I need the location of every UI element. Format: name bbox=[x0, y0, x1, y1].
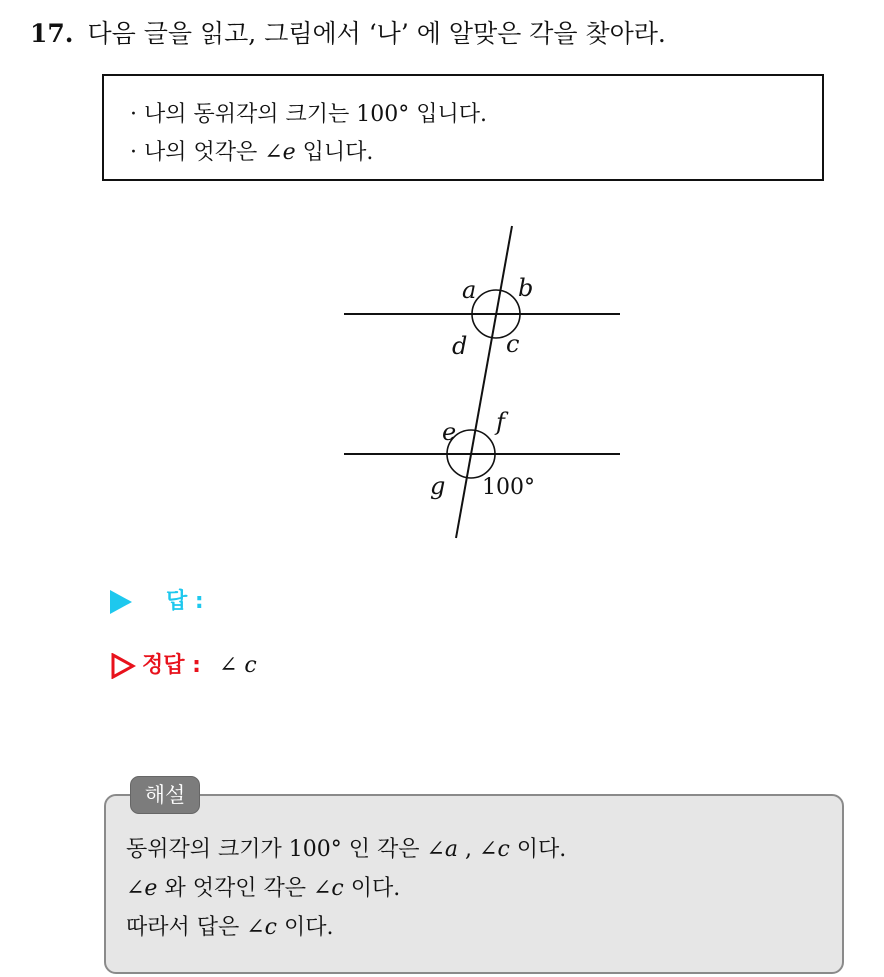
expl-2-mid: 와 엇각인 각은 bbox=[157, 876, 313, 901]
parallel-lines-figure bbox=[330, 220, 630, 550]
angle-e-ref: ∠e bbox=[264, 140, 296, 165]
correct-answer-row bbox=[110, 648, 257, 679]
label-e: e bbox=[442, 418, 457, 446]
expl-3-post: 이다. bbox=[277, 915, 334, 940]
correct-answer-value: ∠ c bbox=[218, 653, 257, 678]
expl-1-pre: 동위각의 크기가 100° 인 각은 bbox=[126, 837, 427, 862]
explanation-line-1 bbox=[126, 830, 842, 869]
angle-100-label: 100° bbox=[482, 475, 535, 500]
info-line-2-post: 입니다. bbox=[295, 140, 374, 165]
expl-angle-c-1: ∠c bbox=[479, 837, 510, 862]
label-c: c bbox=[506, 330, 520, 358]
expl-1-sep: , bbox=[458, 837, 480, 862]
label-g: g bbox=[430, 472, 446, 500]
correct-answer-label: 정답 : bbox=[142, 653, 201, 678]
expl-angle-c-2: ∠c bbox=[312, 876, 344, 901]
expl-3-pre: 따라서 답은 bbox=[126, 915, 247, 940]
expl-2-post: 이다. bbox=[343, 876, 401, 901]
question bbox=[30, 14, 666, 50]
label-f: f bbox=[496, 408, 505, 436]
info-box bbox=[102, 74, 824, 181]
question-number: 17. bbox=[30, 19, 74, 48]
expl-1-post: 이다. bbox=[509, 837, 567, 862]
explanation-tag: 해설 bbox=[130, 776, 200, 814]
info-line-2 bbox=[130, 134, 822, 172]
explanation-line-2 bbox=[126, 869, 842, 908]
info-line-2-pre: · 나의 엇각은 bbox=[130, 140, 265, 165]
expl-angle-e: ∠e bbox=[126, 876, 158, 901]
explanation-box bbox=[104, 794, 844, 974]
expl-angle-c-3: ∠c bbox=[246, 915, 278, 940]
explanation-line-3 bbox=[126, 908, 842, 947]
play-triangle-icon bbox=[110, 590, 132, 614]
info-line-1: · 나의 동위각의 크기는 100° 입니다. bbox=[130, 102, 487, 127]
label-d: d bbox=[452, 332, 468, 360]
expl-angle-a: ∠a bbox=[426, 837, 459, 862]
answer-row bbox=[110, 584, 204, 615]
answer-label: 답 : bbox=[166, 589, 204, 614]
question-text: 다음 글을 읽고, 그림에서 ‘나’ 에 알맞은 각을 찾아라. bbox=[87, 19, 666, 48]
label-b: b bbox=[518, 274, 534, 302]
label-a: a bbox=[462, 276, 477, 304]
outline-triangle-icon bbox=[110, 653, 136, 679]
